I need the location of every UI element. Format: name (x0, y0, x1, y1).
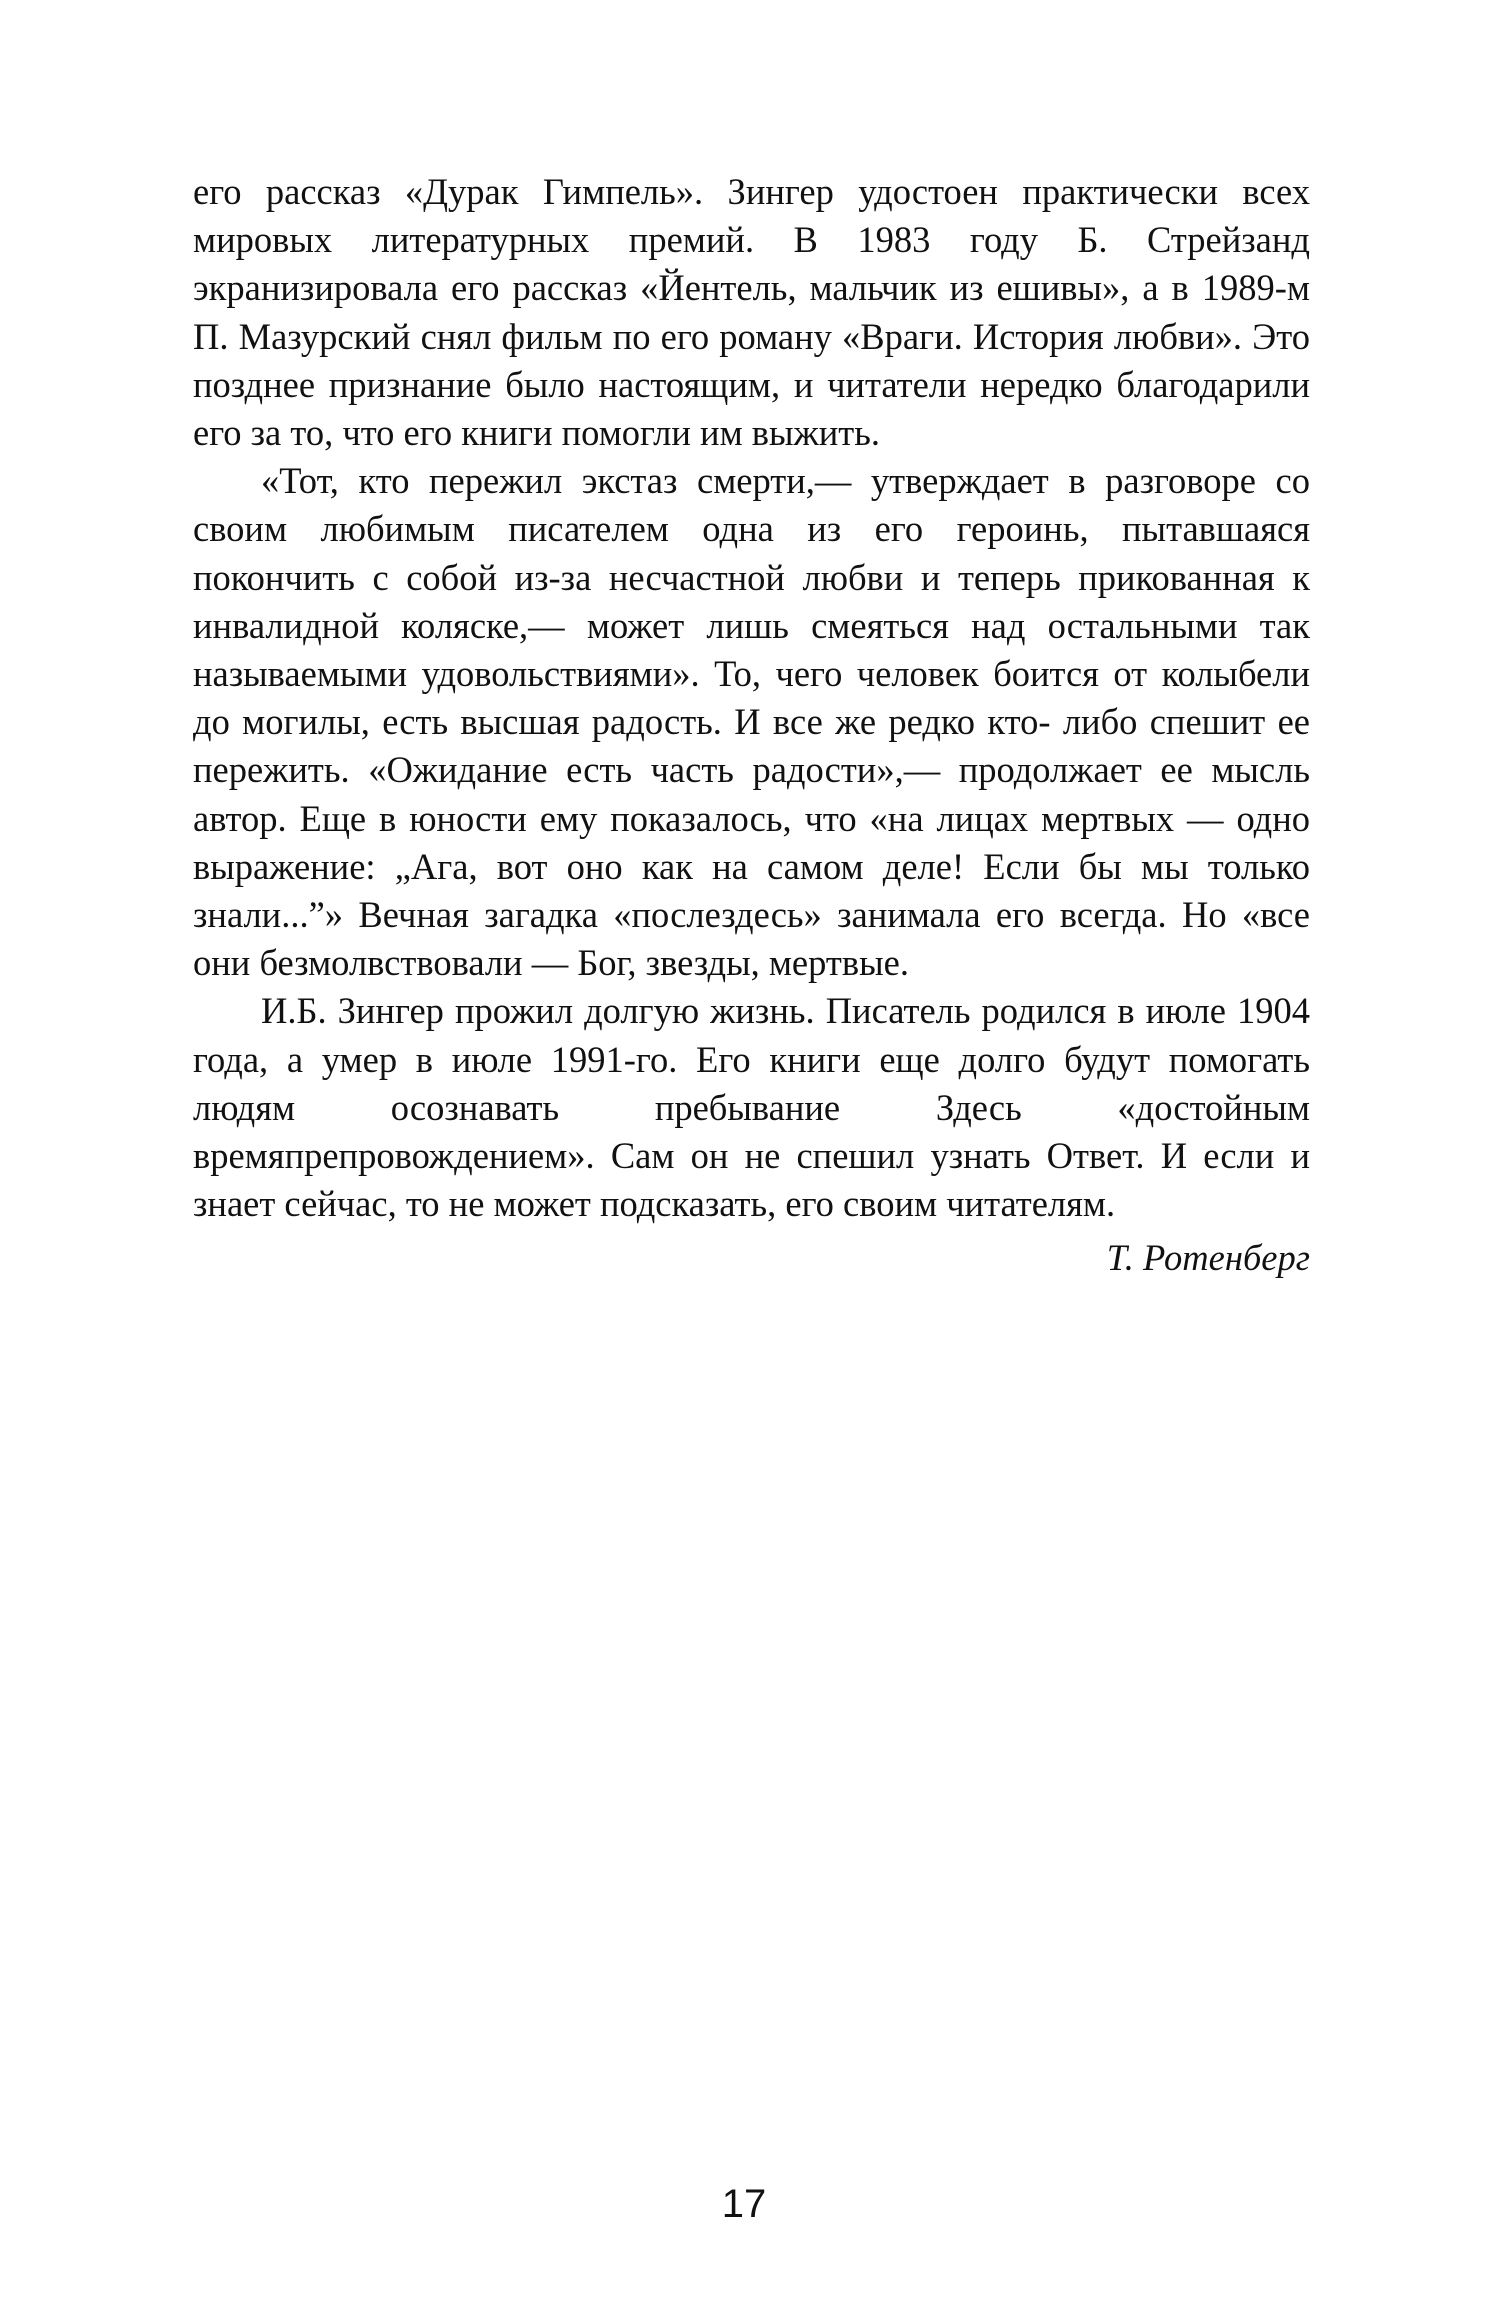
page-body (193, 168, 1310, 1283)
page-number: 17 (721, 2182, 767, 2226)
paragraph-2: «Тот, кто пережил экстаз смерти,— утверждает в разговоре со своим любимым писателем одна из его героинь, пытавшаяся покончить с собой из-за несчастной любви и теперь прикованная к инвалидной коляске,— может лишь смеяться над остальными так называемыми удовольствиями». То, чего человек боится от колыбели до могилы, есть высшая радость. И все же редко кто- либо спешит ее пережить. «Ожидание есть часть радости»,— продолжает ее мысль автор. Еще в юности ему показалось, что «на лицах мертвых — одно выражение: „Ага, вот оно как на самом деле! Если бы мы только знали...”» Вечная загадка «послездесь» занимала его всегда. Но «все они безмолвствовали — Бог, звезды, мертвые. (193, 460, 1310, 984)
paragraph-1: его рассказ «Дурак Гимпель». Зингер удостоен практически всех мировых литературных премий. В 1983 году Б. Стрейзанд экранизировала его рассказ «Йентель, мальчик из ешивы», а в 1989-м П. Мазурский снял фильм по его роману «Враги. История любви». Это позднее признание было настоящим, и читатели нередко благодарили его за то, что его книги помогли им выжить. (193, 171, 1310, 454)
author-signature: Т. Ротенберг (1106, 1237, 1310, 1279)
paragraph-3: И.Б. Зингер прожил долгую жизнь. Писатель родился в июле 1904 года, а умер в июле 1991-го. Его книги еще долго будут помогать людям осознавать пребывание Здесь «достойным времяпрепровождением». Сам он не спешил узнать Ответ. И если и знает сейчас, то не может подсказать, его своим читателям. (193, 990, 1310, 1225)
